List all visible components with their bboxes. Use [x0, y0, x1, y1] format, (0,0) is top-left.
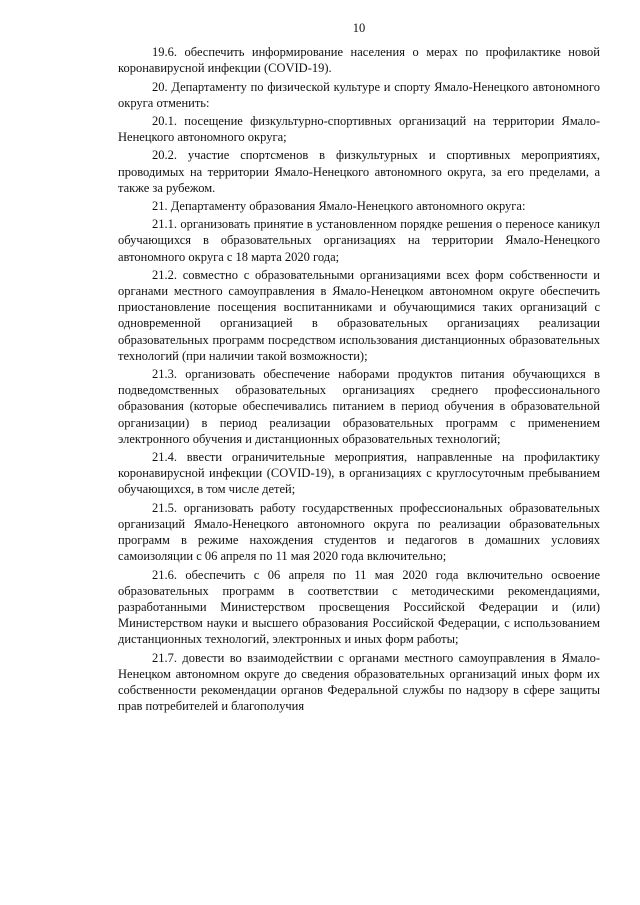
page-number: 10 [352, 21, 366, 35]
paragraph-21-6: 21.6. обеспечить с 06 апреля по 11 мая 2020 года включительно освоение образовательных программ в соответствии с методическими рекомендациями, разработанными Министерством просвещения Российской Федерации и (или) Министерством науки и высшего образования Российской Федерации, с использованием дистанционных технологий, электронных и иных форм работы; [118, 567, 600, 647]
paragraph-21-3: 21.3. организовать обеспечение наборами продуктов питания обучающихся в подведомственных образовательных организациях среднего профессионального образования (которые обеспечивались питанием в период обучения в образовательной организации) в период реализации образовательных программ с применением электронного обучения и дистанционных образовательных технологий; [118, 367, 600, 446]
paragraph-20: 20. Департаменту по физической культуре и спорту Ямало-Ненецкого автономного округа отменить: [118, 79, 600, 110]
paragraph-21: 21. Департаменту образования Ямало-Ненецкого автономного округа: [152, 199, 526, 214]
paragraph-21-5: 21.5. организовать работу государственных профессиональных образовательных организаций Ямало-Ненецкого автономного округа по реализации образовательных программ в режиме нахождения студентов и педагогов в домашних условиях самоизоляции с 06 апреля по 11 мая 2020 года включительно; [118, 500, 600, 564]
paragraph-21-7: 21.7. довести во взаимодействии с органами местного самоуправления в Ямало-Ненецком автономном округе до сведения образовательных организаций иных форм их собственности рекомендации органов Федеральной службы по надзору в сфере защиты прав потребителей и благополучия [118, 650, 600, 714]
paragraph-20-2: 20.2. участие спортсменов в физкультурных и спортивных мероприятиях, проводимых на территории Ямало-Ненецкого автономного округа, за его пределами, а также за рубежом. [118, 148, 600, 195]
paragraph-21-2: 21.2. совместно с образовательными организациями всех форм собственности и органами местного самоуправления в Ямало-Ненецком автономном округе обеспечить приостановление посещения воспитанниками и обучающимися таких организаций с одновременной организацией в образовательных организациях реализации образовательных программ посредством использования дистанционных образовательных технологий (при наличии такой возможности); [118, 267, 600, 363]
paragraph-21-4: 21.4. ввести ограничительные мероприятия, направленные на профилактику коронавирусной инфекции (COVID-19), в организациях с круглосуточным пребыванием обучающихся, в том числе детей; [118, 450, 600, 497]
document-page [118, 20, 600, 714]
paragraph-20-1: 20.1. посещение физкультурно-спортивных организаций на территории Ямало-Ненецкого автономного округа; [118, 114, 600, 145]
paragraph-21-1: 21.1. организовать принятие в установленном порядке решения о переносе каникул обучающихся в образовательных организациях на территории Ямало-Ненецкого автономного округа с 18 марта 2020 года; [118, 217, 600, 264]
paragraph-19-6: 19.6. обеспечить информирование населения о мерах по профилактике новой коронавирусной инфекции (COVID-19). [118, 45, 600, 76]
